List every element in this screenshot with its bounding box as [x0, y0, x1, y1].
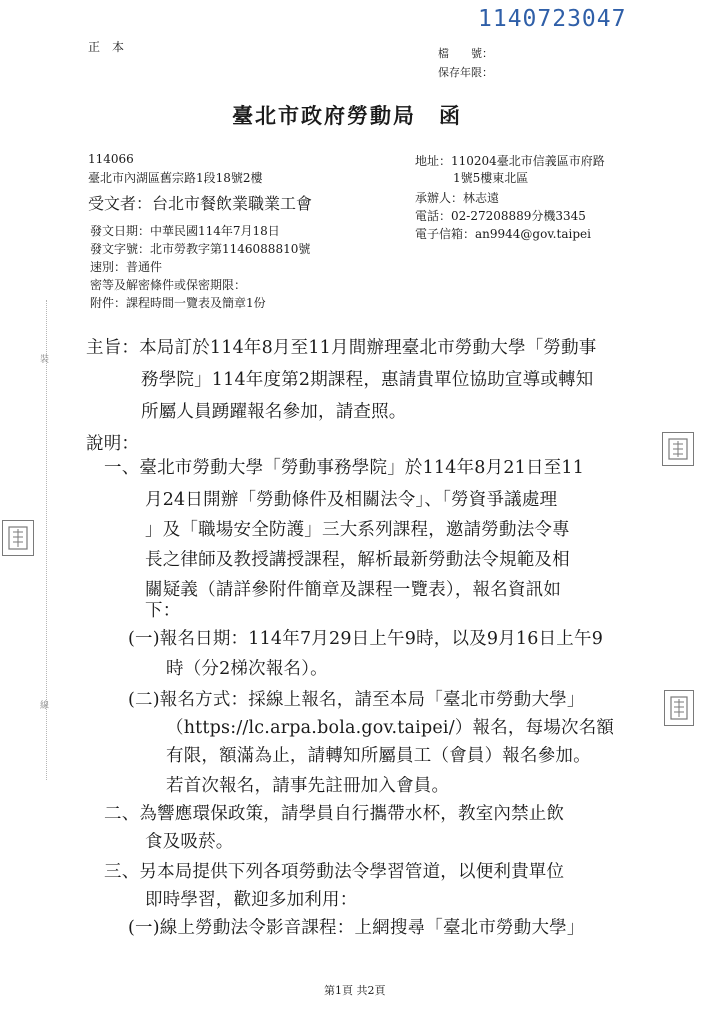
seal-icon [667, 437, 689, 461]
recipient: 受文者：台北市餐飲業職業工會 [88, 194, 313, 213]
item1-line: 下： [145, 601, 181, 621]
delivery-speed: 速別：普通件 [90, 260, 163, 274]
subject-line: 務學院」114年度第2期課程，惠請貴單位協助宣導或轉知 [141, 370, 594, 390]
item3-line: 三、另本局提供下列各項勞動法令學習管道，以便利貴單位 [104, 862, 565, 882]
item1-sub2-line: (二)報名方式：採線上報名，請至本局「臺北市勞動大學」 [128, 690, 585, 710]
item1-sub2-line: 有限，額滿為止，請轉知所屬員工（會員）報名參加。 [166, 746, 591, 766]
item1-sub2-line: 若首次報名，請事先註冊加入會員。 [166, 776, 450, 796]
subject-line: 所屬人員踴躍報名參加，請查照。 [141, 402, 407, 422]
contact-email: 電子信箱：an9944@gov.taipei [415, 227, 591, 241]
issue-date: 發文日期：中華民國114年7月18日 [90, 224, 280, 238]
subject-line: 主旨：本局訂於114年8月至11月間辦理臺北市勞動大學「勞動事 [86, 338, 597, 358]
seal-icon [7, 525, 29, 551]
item1-sub1-line: (一)報名日期：114年7月29日上午9時，以及9月16日上午9 [128, 629, 604, 649]
right-margin-seal-upper [662, 432, 694, 466]
page-number: 第1頁 共2頁 [324, 984, 386, 997]
line-mark: 線 [40, 701, 50, 711]
issue-number: 發文字號：北市勞教字第1146088810號 [90, 242, 311, 256]
document-number-stamp: 1140723047 [478, 6, 627, 32]
contact-address-line2: 1號5樓東北區 [453, 171, 529, 185]
item1-sub2-line: （https://lc.arpa.bola.gov.taipei/）報名，每場次名額 [166, 718, 615, 738]
retention-period-label: 保存年限： [438, 66, 493, 79]
item2-line: 食及吸菸。 [145, 832, 234, 852]
attachment-note: 附件：課程時間一覽表及簡章1份 [90, 296, 266, 310]
document-title: 臺北市政府勞動局 函 [232, 103, 462, 128]
secrecy-level: 密等及解密條件或保密期限： [90, 278, 247, 292]
contact-address-line1: 地址：110204臺北市信義區市府路 [415, 154, 605, 168]
copy-mark: 正 本 [88, 40, 125, 54]
binding-mark: 裝 [40, 355, 50, 365]
item2-line: 二、為響應環保政策，請學員自行攜帶水杯，教室內禁止飲 [104, 804, 565, 824]
item1-sub1-line: 時（分2梯次報名）。 [166, 659, 328, 679]
contact-handler: 承辦人：林志遠 [415, 191, 500, 205]
item1-line: 長之律師及教授講授課程，解析最新勞動法令規範及相 [145, 550, 570, 570]
sender-postal-code: 114066 [88, 152, 134, 166]
contact-phone: 電話：02-27208889分機3345 [415, 209, 586, 223]
item1-line: 關疑義（請詳參附件簡章及課程一覽表），報名資訊如 [145, 580, 562, 600]
left-margin-seal [2, 520, 34, 556]
item3-line: 即時學習，歡迎多加利用： [145, 890, 358, 910]
item3-sub1-line: (一)線上勞動法令影音課程：上網搜尋「臺北市勞動大學」 [128, 918, 585, 938]
seal-icon [669, 695, 689, 721]
explanation-label: 說明： [86, 434, 140, 454]
item1-line: 一、臺北市勞動大學「勞動事務學院」於114年8月21日至11 [104, 458, 585, 478]
item1-line: 月24日開辦「勞動條件及相關法令」、「勞資爭議處理 [145, 490, 558, 510]
archive-number-label: 檔 號： [438, 47, 493, 60]
item1-line: 」及「職場安全防護」三大系列課程，邀請勞動法令專 [145, 520, 570, 540]
right-margin-seal-lower [664, 690, 694, 726]
sender-address: 臺北市內湖區舊宗路1段18號2樓 [88, 171, 263, 185]
